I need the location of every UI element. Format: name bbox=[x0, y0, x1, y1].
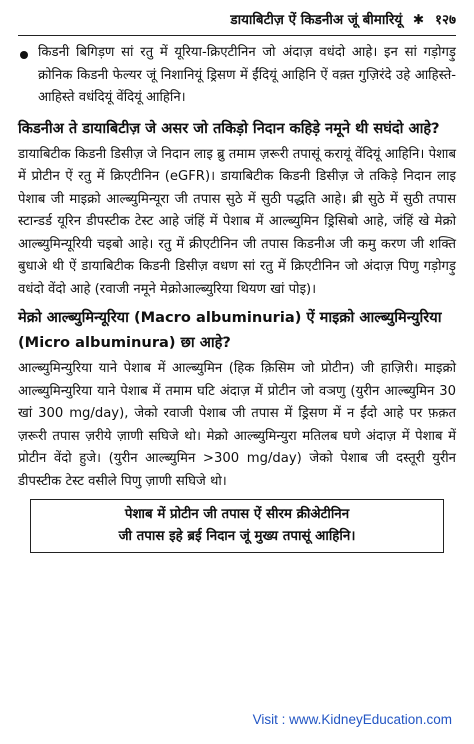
section2-body: आल्ब्युमिन्युरिया याने पेशाब में आल्ब्युमिन (हिक क़िसिम जो प्रोटीन) जी हाज़िरी। माइक्रो आल्ब्युमिन्युरिया याने पेशाब में तमाम घटि अंदाज़ में प्रोटीन जो वञणु (युरीन आल्ब्युमिन 30 खां 300 mg/day), जेको रवाजी पेशाब जी तपास में ड्रिसण में न ईंदो आहे पर फ़क़त ज़रूरी तपास ज़रीये ज़ाणी सघिजे थो। मेक्रो आल्ब्युमिन्युरा मतिलब घणे अंदाज़ में पेशाब में प्रोटीन वेंदो हुजे। (युरीन आल्ब्युमिन >300 mg/day) जेको पेशाब जी दस्तूरी युरीन डीपस्टीक टेस्ट वसीले पिणु ज़ाणी सघिजे थो। bbox=[18, 361, 456, 489]
section1-heading: किडनीअ ते डायाबिटीज़ जे असर जो तकिड़ो निदान कहिड़े नमूने थी सघंदो आहे? bbox=[18, 119, 440, 137]
running-title: डायाबिटीज़ ऐं किडनीअ जूं बीमारियूं bbox=[230, 12, 403, 28]
bullet-text: किडनी बिगिड़ण सां रतु में यूरिया-क्रिएटीनिन जो अंदाज़ वधंदो आहे। इन सां गड़ोगड़ु क्रोनिक किडनी फेल्यर जूं निशानियूं ड्रिसण में ईंदियूं आहिनि ऐं वक़्त गुज़िरंदे उहे आहिस्ते-आहिस्ते वधंदियूं वेंदियूं आहिनि। bbox=[38, 45, 456, 105]
header-separator-icon: ✱ bbox=[412, 12, 425, 28]
running-header bbox=[18, 8, 456, 32]
bullet-item bbox=[18, 42, 456, 110]
page-content bbox=[18, 42, 456, 553]
highlight-line-2: जी तपास इहे ब्रई निदान जूं मुख्य तपासूं आहिनि। bbox=[118, 529, 356, 544]
section2-heading: मेक्रो आल्ब्युमिन्यूरिया (Macro albuminuria) ऐं माइक्रो आल्ब्युमिन्युरिया (Micro albuminura) छा आहे? bbox=[18, 309, 442, 351]
page-number: १२७ bbox=[434, 12, 456, 28]
section1-body: डायाबिटीक किडनी डिसीज़ जे निदान लाइ ब्रु तमाम ज़रूरी तपासूं करायूं वेंदियूं आहिनि। पेशाब में प्रोटीन ऐं रतु में क्रिएटीनिन (eGFR)। डायाबिटीक किडनी डिसीज़ जे तकिड़े निदान लाइ पेशाब जी माइक्रो आल्ब्युमिन्यूरा जी तपास सुठे में सुठी पद्धति आहे। ब्री सुठे में सुठी तपास स्टान्डर्ड यूरिन डीपस्टीक टेस्ट आहे जंहिं में पेशाब में आल्ब्युमिन ड्रिसिबो आहे, जंहिं खे मेक्रो आल्ब्युमिन्यूरियी चइबो आहे। रतु में क्रीएटीनिन जी तपास किडनीअ जी कमु करण जी शक्ति बुधाअे थी ऐं डायाबिटीक किडनी डिसीज़ वधण सां रतु में क्रिएटीनिन जो अंदाज़ पिणु गड़ोगड़ु वधंदो वेंदो आहे (रवाजी नमूने मेक्रोआल्ब्युरिया थियण खां पोइ)। bbox=[18, 146, 456, 297]
bullet-dot-icon bbox=[20, 51, 28, 59]
header-rule bbox=[18, 35, 456, 36]
highlight-line-1: पेशाब में प्रोटीन जी तपास ऐं सीरम क्रीअेटीनिन bbox=[124, 507, 350, 522]
footer-website-link[interactable]: Visit : www.KidneyEducation.com bbox=[252, 712, 452, 727]
highlight-box bbox=[30, 499, 444, 553]
